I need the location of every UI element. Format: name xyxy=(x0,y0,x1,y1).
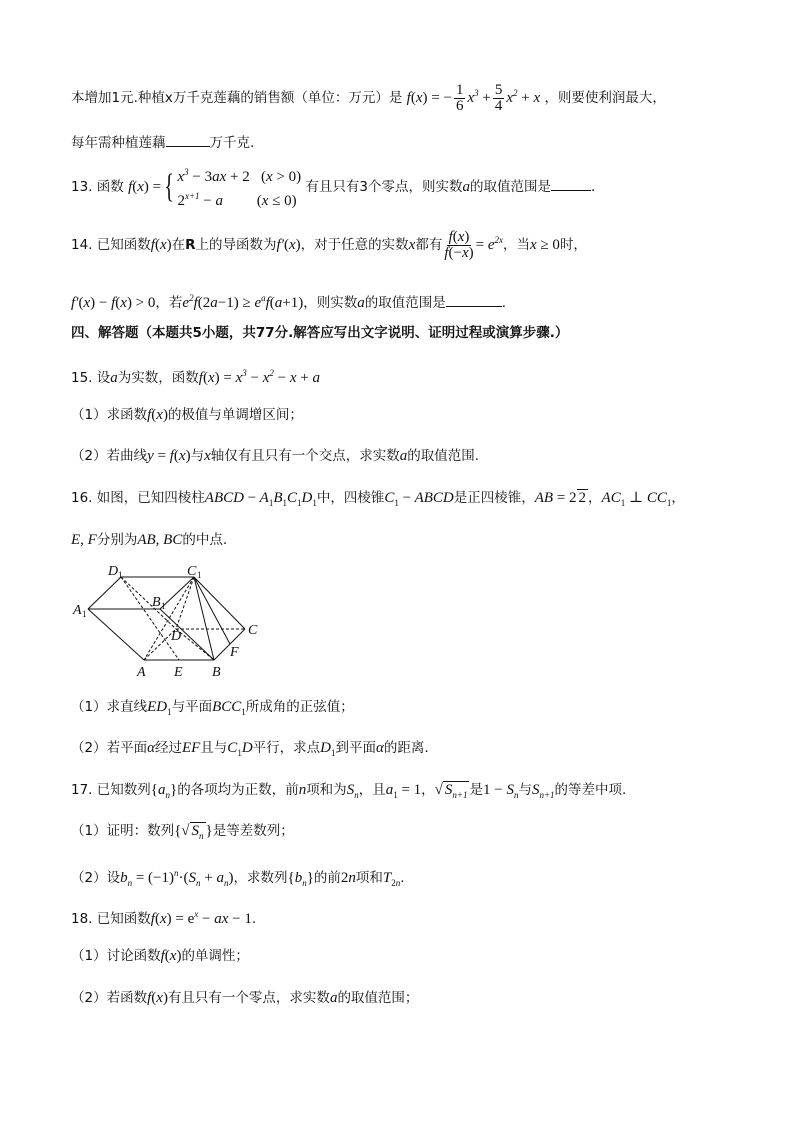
edge-c1f xyxy=(194,577,230,644)
answer-blank xyxy=(166,146,210,147)
q16-part2-text: 经过 xyxy=(154,740,182,756)
q17-text: 的等差中项. xyxy=(554,782,627,798)
line-ed1: $ED_1$ xyxy=(147,699,172,717)
q16-part2-text: 平行，求点 xyxy=(252,740,321,756)
q18-part1 xyxy=(71,946,754,966)
q14-fprime: f′(x) xyxy=(276,237,301,253)
q16-ab: AB = 2 2 xyxy=(534,490,587,506)
q16-part2-text: （2）若平面 xyxy=(71,740,148,756)
label-a1: A xyxy=(73,603,82,618)
q16-part2-text: 的距离. xyxy=(383,740,429,756)
q16-part1-text: 与平面 xyxy=(171,699,213,715)
q12-text: 本增加1元.种植x万千克莲藕的销售额（单位：万元）是 xyxy=(71,90,403,106)
var-x: x xyxy=(408,237,416,253)
sqrt-sn1: √ $S_{n+1}$ xyxy=(434,782,468,800)
q15-part2-text: 的取值范围. xyxy=(407,448,480,464)
var-a: a xyxy=(329,990,338,1006)
q15-function: $f(x) = x^3 - x^2 - x + a$ xyxy=(198,368,321,386)
q14-text: 的取值范围是 xyxy=(364,295,446,311)
q16-part1-text: 所成角的正弦值； xyxy=(245,699,354,715)
q18-text: . xyxy=(251,911,257,927)
q16-text: 的中点. xyxy=(182,532,228,548)
q17-part2-text: 项和 xyxy=(355,870,383,886)
q15-part2 xyxy=(71,446,754,466)
q14-text: 已知函数 xyxy=(96,237,151,253)
q13-number: 13. xyxy=(71,179,93,195)
var-a: a xyxy=(462,179,471,195)
q16-text: ， xyxy=(588,490,602,506)
label-b1: B xyxy=(152,595,161,610)
q17-text: ，且 xyxy=(358,782,386,798)
q17-bn-def: $b_n = (-1)^n\cdot(S_n + a_n)$ xyxy=(120,868,234,888)
plane-bcc1: $BCC_1$ xyxy=(212,699,246,717)
q16-text: 如图，已知四棱柱 xyxy=(96,490,205,506)
q18-part1-text: （1）讨论函数 xyxy=(71,948,161,964)
var-x: x xyxy=(204,448,211,464)
label-c: C xyxy=(248,623,258,638)
q17-part2-text: （2）设 xyxy=(71,870,121,886)
q15-part2-text: （2）若曲线 xyxy=(71,448,148,464)
pyramid-name: $C_1$ − ABCD xyxy=(384,490,454,508)
q16-stem xyxy=(71,488,754,513)
q14-cond: x ≥ 0 xyxy=(530,237,560,253)
q12-tail: ，则要使利润最大， xyxy=(544,90,666,106)
q14-text: 上的导函数为 xyxy=(195,237,277,253)
q17-text: ， xyxy=(421,782,435,798)
line-ef: EF xyxy=(181,740,201,756)
q12-line1 xyxy=(71,83,754,114)
q18-part2-text: 的取值范围； xyxy=(337,990,419,1006)
q15-stem xyxy=(71,363,754,388)
q18-fx: f(x) xyxy=(160,948,182,964)
brace: { xyxy=(164,168,175,205)
q17-stem xyxy=(71,780,754,805)
var-a: a xyxy=(110,370,118,386)
q18-fx: f(x) xyxy=(147,990,168,1006)
plane-alpha: α xyxy=(147,740,155,756)
real-set-symbol: R xyxy=(185,237,196,253)
edge-a1d1 xyxy=(88,577,121,609)
q14-ratio: $\frac{f(x)}{f(-x)}$ = $e^{2x}$ xyxy=(444,229,504,262)
q16-number: 16. xyxy=(71,490,93,506)
seq-bn: $\{b_n\}$ xyxy=(287,870,314,888)
q18-number: 18. xyxy=(71,911,93,927)
q14-ineq1: f′(x) − f(x) > 0 xyxy=(71,295,156,311)
q18-function: $f(x) = e^x$ − ax − 1 xyxy=(150,909,252,927)
q14-text: ，对于任意的实数 xyxy=(300,237,409,253)
q14-end: . xyxy=(501,295,507,311)
q13-function: f(x) = xyxy=(128,179,162,195)
q17-text: 的各项均为正数，前 xyxy=(177,782,299,798)
q14-text: 在 xyxy=(171,237,186,253)
q13 xyxy=(71,163,754,211)
sum-t2n: $T_{2n}$ xyxy=(382,870,401,888)
edge-c1a xyxy=(144,577,194,660)
sum-sn1: $S_{n+1}$ xyxy=(531,782,555,800)
q18-part1-text: 的单调性； xyxy=(181,948,249,964)
expr-2n: 2n xyxy=(340,870,356,886)
q16-part2-text: 且与 xyxy=(200,740,228,756)
q18-part2 xyxy=(71,988,754,1008)
label-sub: 1 xyxy=(197,570,202,580)
var-a: a xyxy=(357,295,365,311)
q15-number: 15. xyxy=(71,370,93,386)
seq-sqrt-sn: {√ $S_n$ } xyxy=(174,823,213,841)
q16-line2 xyxy=(71,530,754,550)
q14-fx: f(x) xyxy=(150,237,172,253)
q18-stem xyxy=(71,904,754,929)
var-a: a xyxy=(399,448,408,464)
edge-a1a xyxy=(88,609,144,660)
q18-part2-text: 有且只有一个零点，求实数 xyxy=(167,990,330,1006)
q14-text: 时， xyxy=(559,237,587,253)
q17-number: 17. xyxy=(71,782,93,798)
q16-part2 xyxy=(71,738,754,763)
q14-text: ，当 xyxy=(503,237,531,253)
answer-blank xyxy=(446,306,502,307)
q16-ab-bc: AB, BC xyxy=(137,532,183,548)
q17-a1: $a_1 = 1$ xyxy=(385,782,422,800)
q14-number: 14. xyxy=(71,237,93,253)
q16-text: ， xyxy=(671,490,685,506)
q12-line2 xyxy=(71,133,754,153)
q14-text: ，则实数 xyxy=(303,295,358,311)
q15-part2-text: 与 xyxy=(190,448,205,464)
q14-ineq2: $e^2f(2a-1) \ge e^af(a+1)$ xyxy=(182,293,304,311)
q17-text: 项和为 xyxy=(306,782,347,798)
q13-text2: 有且只有3个零点，则实数 xyxy=(305,179,463,195)
label-b: B xyxy=(212,665,221,680)
q15-text: 设 xyxy=(96,370,111,386)
q18-part2-text: （2）若函数 xyxy=(71,990,148,1006)
q13-text3: 的取值范围是 xyxy=(470,179,552,195)
point-d1: $D_1$ xyxy=(320,740,336,758)
q15-curve: y = f(x) xyxy=(147,448,191,464)
q15-text: 为实数，函数 xyxy=(117,370,199,386)
label-d1: D xyxy=(108,564,119,579)
q16-text: 中，四棱锥 xyxy=(316,490,385,506)
expr-1-sn: $1 - S_n$ xyxy=(482,782,519,800)
q17-part2-text: ，求数列 xyxy=(233,870,288,886)
label-f: F xyxy=(230,645,239,660)
q17-part1-text: （1）证明：数列 xyxy=(71,823,175,839)
q17-part2 xyxy=(71,863,754,893)
answer-blank xyxy=(551,190,591,191)
q16-part1 xyxy=(71,697,754,722)
q15-part1-text2: 的极值与单调增区间； xyxy=(167,407,303,423)
q17-part2-text: 的前 xyxy=(313,870,341,886)
q18-text: 已知函数 xyxy=(96,911,151,927)
var-n: n xyxy=(298,782,307,798)
q17-text: 与 xyxy=(518,782,532,798)
prism-figure xyxy=(70,562,280,682)
q12-line2-unit: 万千克. xyxy=(209,135,255,151)
q16-text: 是正四棱锥， xyxy=(453,490,535,506)
label-sub: 1 xyxy=(161,601,166,611)
seq-an: $\{a_n\}$ xyxy=(150,782,178,800)
section-heading: 四、解答题（本题共5小题，共77分.解答应写出文字说明、证明过程或演算步骤.） xyxy=(71,325,569,341)
q15-part2-text: 轴仅有且只有一个交点，求实数 xyxy=(210,448,400,464)
q17-text: 已知数列 xyxy=(96,782,151,798)
q16-part1-text: （1）求直线 xyxy=(71,699,148,715)
q16-ef: E, F xyxy=(71,532,97,548)
q12-line2-text: 每年需种植莲藕 xyxy=(71,135,166,151)
q15-fx: f(x) xyxy=(147,407,168,423)
label-c1: C xyxy=(187,564,197,579)
q14-text: ，若 xyxy=(155,295,183,311)
edge-b1b xyxy=(160,609,214,660)
sum-sn: $S_n$ xyxy=(346,782,359,800)
q15-part1 xyxy=(71,405,754,425)
q17-part1 xyxy=(71,821,754,846)
q12-formula: f(x) = − $\frac{1}{6}$ $x^3$ + $\frac{5}{4}$ $x^2 + x$ xyxy=(406,82,541,115)
q13-end: . xyxy=(591,179,596,195)
q16-text: 分别为 xyxy=(96,532,138,548)
q14-line1 xyxy=(71,230,754,261)
edge-c1c xyxy=(194,577,245,629)
q16-part2-text: 到平面 xyxy=(335,740,376,756)
q16-perp: $AC_1$ ⊥ $CC_1$ xyxy=(601,490,672,508)
edge-db xyxy=(176,629,214,660)
prism-name: ABCD − $A_1B_1C_1D_1$ xyxy=(204,490,317,508)
q15-part1-text: （1）求函数 xyxy=(71,407,148,423)
label-sub: 1 xyxy=(82,609,87,619)
q13-text: 函数 xyxy=(96,179,124,195)
label-sub: 1 xyxy=(118,570,123,580)
edge-c1b xyxy=(194,577,214,660)
line-c1d: $C_1D$ xyxy=(227,740,253,758)
q17-text: 是 xyxy=(469,782,483,798)
q14-line2 xyxy=(71,288,754,313)
label-e: E xyxy=(174,665,183,680)
q13-piecewise: $x^3 - 3ax + 2$ (x > 0) $2^{x+1} - a$ (x ≤ 0) xyxy=(177,167,302,209)
q17-part1-text: 是等差数列； xyxy=(212,823,294,839)
label-a: A xyxy=(137,665,146,680)
label-d: D xyxy=(171,629,182,644)
q17-part2-text: . xyxy=(400,870,405,886)
plane-alpha: α xyxy=(376,740,384,756)
q14-text: 都有 xyxy=(415,237,443,253)
